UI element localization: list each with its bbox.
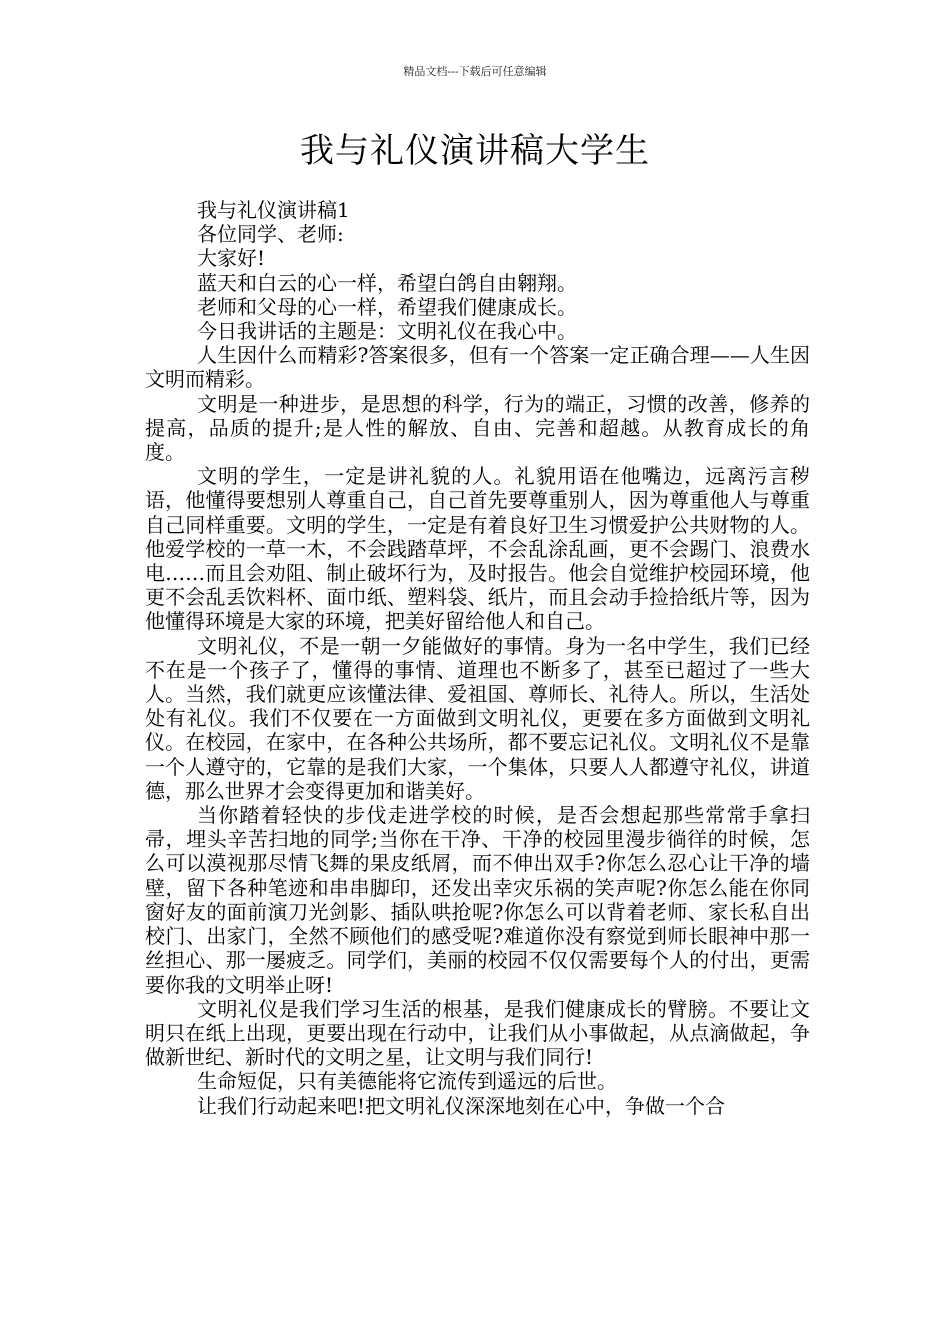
paragraph: 文明的学生，一定是讲礼貌的人。礼貌用语在他嘴边，远离污言秽语，他懂得要想别人尊重自己，自己首先要尊重别人，因为尊重他人与尊重自己同样重要。文明的学生，一定是有着良好卫生习惯爱护公共财物的人。他爱学校的一草一木，不会践踏草坪，不会乱涂乱画，更不会踢门、浪费水电……而且会劝阻、制止破坏行为，及时报告。他会自觉维护校园环境，他更不会乱丢饮料杯、面巾纸、塑料袋、纸片，而且会动手捡拾纸片等，因为他懂得环境是大家的环境，把美好留给他人和自己。 bbox=[145, 464, 810, 634]
paragraph: 人生因什么而精彩?答案很多，但有一个答案一定正确合理——人生因文明而精彩。 bbox=[145, 343, 810, 392]
paragraph: 今日我讲话的主题是：文明礼仪在我心中。 bbox=[197, 319, 577, 344]
document-body bbox=[145, 198, 810, 1118]
header-note: 精品文档---下载后可任意编辑 bbox=[403, 65, 547, 78]
paragraph: 生命短促，只有美德能将它流传到遥远的后世。 bbox=[197, 1069, 617, 1094]
document-title: 我与礼仪演讲稿大学生 bbox=[300, 131, 650, 171]
greeting: 大家好! bbox=[197, 246, 266, 271]
paragraph: 让我们行动起来吧!把文明礼仪深深地刻在心中，争做一个合 bbox=[197, 1093, 726, 1118]
paragraph: 文明是一种进步，是思想的科学，行为的端正，习惯的改善，修养的提高，品质的提升;是人性的解放、自由、完善和超越。从教育成长的角度。 bbox=[145, 391, 810, 465]
salutation: 各位同学、老师: bbox=[197, 222, 344, 247]
paragraph: 当你踏着轻快的步伐走进学校的时候，是否会想起那些常常手拿扫帚，埋头辛苦扫地的同学;当你在干净、干净的校园里漫步徜徉的时候，怎么可以漠视那尽情飞舞的果皮纸屑，而不伸出双手?你怎么忍心让干净的墙壁，留下各种笔迹和串串脚印，还发出幸灾乐祸的笑声呢?你怎么能在你同窗好友的面前演刀光剑影、插队哄抢呢?你怎么可以背着老师、家长私自出校门、出家门，全然不顾他们的感受呢?难道你没有察觉到师长眼神中那一丝担心、那一屡疲乏。同学们，美丽的校园不仅仅需要每个人的付出，更需要你我的文明举止呀! bbox=[145, 803, 810, 997]
paragraph: 老师和父母的心一样，希望我们健康成长。 bbox=[197, 294, 577, 319]
paragraph: 蓝天和白云的心一样，希望白鸽自由翱翔。 bbox=[197, 270, 577, 295]
paragraph: 文明礼仪是我们学习生活的根基，是我们健康成长的臂膀。不要让文明只在纸上出现，更要出现在行动中，让我们从小事做起，从点滴做起，争做新世纪、新时代的文明之星，让文明与我们同行! bbox=[145, 996, 810, 1070]
speech-heading: 我与礼仪演讲稿1 bbox=[197, 198, 350, 222]
paragraph: 文明礼仪，不是一朝一夕能做好的事情。身为一名中学生，我们已经不在是一个孩子了，懂得的事情、道理也不断多了，甚至已超过了一些大人。当然，我们就更应该懂法律、爱祖国、尊师长、礼待人。所以，生活处处有礼仪。我们不仅要在一方面做到文明礼仪，更要在多方面做到文明礼仪。在校园，在家中，在各种公共场所，都不要忘记礼仪。文明礼仪不是靠一个人遵守的，它靠的是我们大家，一个集体，只要人人都遵守礼仪，讲道德，那么世界才会变得更加和谐美好。 bbox=[145, 633, 810, 803]
